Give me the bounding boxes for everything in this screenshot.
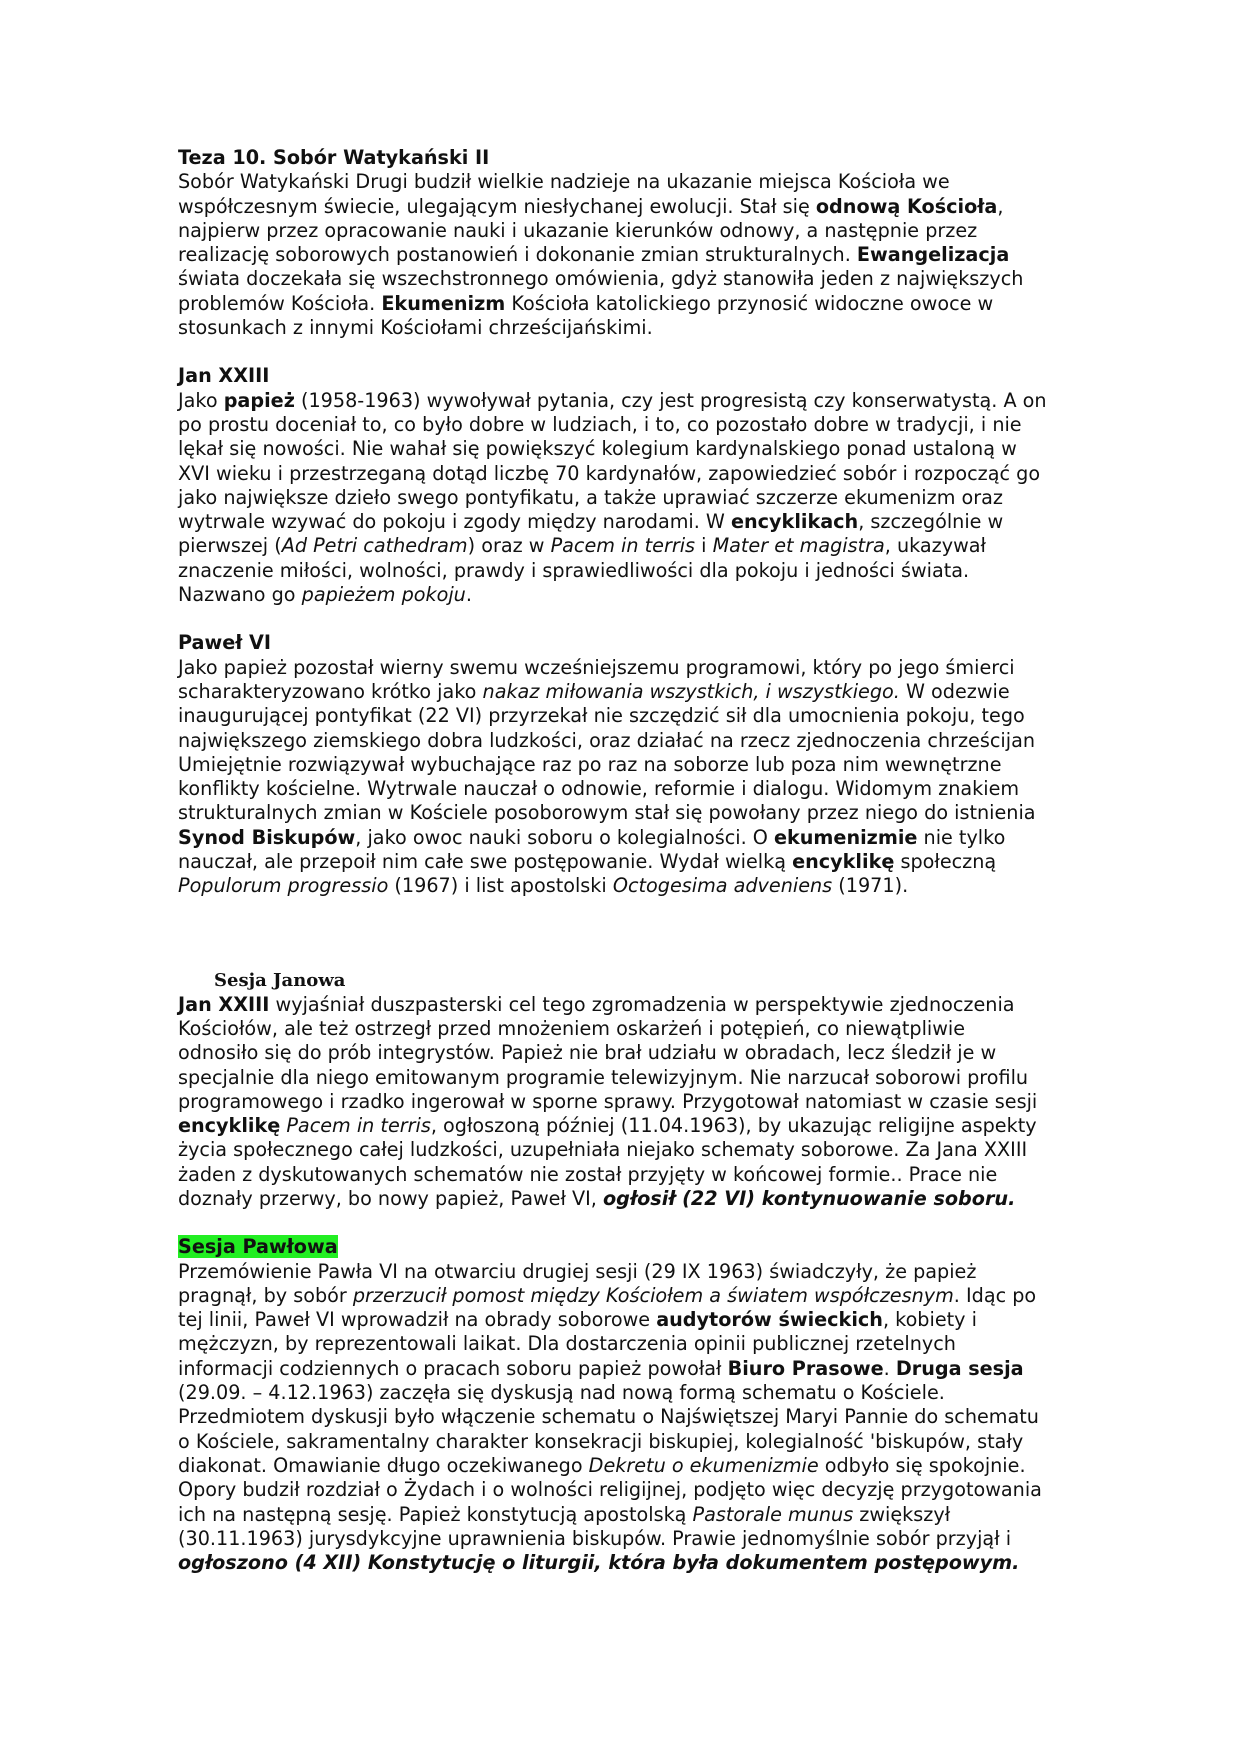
section-teza-10 — [178, 146, 1138, 340]
plain-text: Umiejętnie rozwiązywał wybuchające raz po raz na soborze lub poza nim wewnętrzne — [178, 752, 1002, 776]
bold-text: odnową Kościoła — [815, 194, 998, 218]
plain-text: Kościołów, ale też ostrzegł przed mnożeniem oskarżeń i potępień, co niewątpliwie — [178, 1016, 966, 1040]
plain-text: i — [695, 534, 713, 558]
plain-text: nie tylko — [917, 825, 1006, 849]
plain-text: , kobiety i — [882, 1308, 977, 1332]
plain-text: scharakteryzowano krótko jako — [178, 679, 483, 703]
text-line — [178, 777, 1138, 801]
text-line — [178, 1308, 1138, 1332]
bold-italic-text: ogłosił (22 VI) kontynuowanie soboru. — [602, 1186, 1016, 1210]
bold-text: encyklikę — [178, 1114, 281, 1138]
plain-text: Przedmiotem dyskusji było włączenie schematu o Najświętszej Maryi Pannie do schematu — [178, 1405, 1039, 1429]
plain-text: W odezwie — [899, 679, 1010, 703]
bold-text: Synod Biskupów — [178, 825, 356, 849]
plain-text: Kościoła katolickiego przynosić widoczne owoce w — [505, 291, 994, 315]
plain-text: problemów Kościoła. — [178, 291, 382, 315]
text-line — [178, 874, 1138, 898]
plain-text: tej linii, Paweł VI wprowadził na obrady soborowe — [178, 1308, 657, 1332]
plain-text: (1971). — [832, 874, 909, 898]
plain-text: największego ziemskiego dobra ludzkości, oraz działać na rzecz zjednoczenia chrześcijan — [178, 728, 1035, 752]
section-sesja-pawlowa — [178, 1235, 1138, 1575]
plain-text: doznały przerwy, bo nowy papież, Paweł VI, — [178, 1186, 603, 1210]
plain-text: Opory budził rozdział o Żydach i o wolności religijnej, podjęto więc decyzję przygotowania — [178, 1478, 1042, 1502]
italic-text: Octogesima adveniens — [612, 874, 833, 898]
plain-text: informacji codziennych o pracach soboru papież powołał — [178, 1356, 728, 1380]
text-line — [178, 534, 1138, 558]
text-line — [178, 219, 1138, 243]
plain-text: wytrwale wzywać do pokoju i zgody między narodami. W — [178, 510, 731, 534]
plain-text: Jako — [178, 388, 224, 412]
text-line — [178, 680, 1138, 704]
plain-text: o Kościele, sakramentalny charakter konsekracji biskupiej, kolegialność 'biskupów, stały — [178, 1429, 1024, 1453]
plain-text: inaugurującej pontyfikat (22 VI) przyrzekał nie szczędzić sił dla umocnienia pokoju, tego — [178, 704, 1025, 728]
plain-text: konflikty kościelne. Wytrwale nauczał o odnowie, reformie i dialogu. Widomym znakiem — [178, 777, 1020, 801]
text-line — [178, 1017, 1138, 1041]
text-line — [178, 389, 1138, 413]
plain-text: zwiększył — [853, 1502, 951, 1526]
bold-text: Jan XXIII — [178, 992, 270, 1016]
text-line — [178, 559, 1138, 583]
plain-text: , jako owoc nauki soboru o kolegialności. O — [355, 825, 774, 849]
text-line — [178, 1114, 1138, 1138]
text-line — [178, 1260, 1138, 1284]
paragraph — [178, 656, 1138, 899]
heading-teza-10: Teza 10. Sobór Watykański II — [178, 146, 490, 169]
text-line — [178, 1332, 1138, 1356]
text-line — [178, 486, 1138, 510]
plain-text: współczesnym świecie, ulegającym niesłychanej ewolucji. Stał się — [178, 194, 816, 218]
paragraph — [178, 170, 1138, 340]
plain-text: , — [997, 194, 1004, 218]
text-line — [178, 1187, 1138, 1211]
text-line — [178, 1041, 1138, 1065]
italic-text: Pacem in terris — [286, 1114, 431, 1138]
text-line — [178, 704, 1138, 728]
italic-text: przerzucił pomost między Kościołem a światem współczesnym — [352, 1283, 954, 1307]
text-line — [178, 753, 1138, 777]
plain-text: Nazwano go — [178, 583, 302, 607]
plain-text: XVI wieku i przestrzeganą dotąd liczbę 70 kardynałów, zapowiedzieć sobór i rozpocząć go — [178, 461, 1041, 485]
text-line — [178, 1163, 1138, 1187]
plain-text: wyjaśniał duszpasterski cel tego zgromadzenia w perspektywie zjednoczenia — [269, 992, 1015, 1016]
document-page — [178, 146, 1138, 1575]
text-line — [178, 1090, 1138, 1114]
plain-text: specjalnie dla niego emitowanym programie telewizyjnym. Nie narzucał soborowi profilu — [178, 1065, 1029, 1089]
plain-text: nauczał, ale przepoił nim całe swe postępowanie. Wydał wielką — [178, 850, 793, 874]
text-line — [178, 850, 1138, 874]
plain-text: , szczególnie w — [858, 510, 1004, 534]
plain-text: społeczną — [894, 850, 997, 874]
text-line — [178, 1527, 1138, 1551]
plain-text: życia społecznego całej ludzkości, uzupełniała niejako schematy soborowe. Za Jana XXIII — [178, 1138, 1028, 1162]
plain-text: strukturalnych zmian w Kościele posoborowym stał się powołany przez niego do istnienia — [178, 801, 1036, 825]
plain-text: znaczenie miłości, wolności, prawdy i sprawiedliwości dla pokoju i jedności świata. — [178, 558, 970, 582]
bold-text: encyklikach — [731, 510, 859, 534]
paragraph — [178, 1260, 1138, 1576]
plain-text: Jako papież pozostał wierny swemu wcześniejszemu programowi, który po jego śmierci — [178, 655, 1015, 679]
bold-text: encyklikę — [792, 850, 895, 874]
text-line — [178, 1430, 1138, 1454]
text-line — [178, 1405, 1138, 1429]
text-line — [178, 462, 1138, 486]
paragraph — [178, 993, 1138, 1212]
plain-text: . Idąc po — [953, 1283, 1037, 1307]
plain-text: (1967) i list apostolski — [388, 874, 613, 898]
text-line — [178, 1381, 1138, 1405]
italic-text: Dekretu o ekumenizmie — [588, 1453, 819, 1477]
plain-text: świata doczekała się wszechstronnego omówienia, gdyż stanowiła jeden z największych — [178, 267, 1024, 291]
section-sesja-janowa — [178, 969, 1138, 1212]
italic-text: papieżem pokoju — [301, 583, 466, 607]
bold-text: audytorów świeckich — [656, 1308, 883, 1332]
plain-text: (1958-1963) wywoływał pytania, czy jest progresistą czy konserwatystą. A on — [294, 388, 1047, 412]
text-line — [178, 316, 1138, 340]
heading-sesja-pawlowa-line — [178, 1235, 1138, 1259]
plain-text: stosunkach z innymi Kościołami chrześcijańskimi. — [178, 316, 653, 340]
text-line — [178, 993, 1138, 1017]
plain-text: odnosiło się do prób integrystów. Papież nie brał udziału w obradach, lecz śledził je w — [178, 1041, 997, 1065]
section-jan-xxiii — [178, 364, 1138, 607]
bold-italic-text: ogłoszono (4 XII) Konstytucję o liturgii, która była dokumentem postępowym. — [178, 1551, 1020, 1575]
text-line — [178, 1357, 1138, 1381]
text-line — [178, 413, 1138, 437]
italic-text: Pacem in terris — [550, 534, 696, 558]
italic-text: Ad Petri cathedram — [281, 534, 468, 558]
plain-text: , ukazywał — [884, 534, 987, 558]
plain-text: diakonat. Omawianie długo oczekiwanego — [178, 1453, 589, 1477]
heading-sesja-janowa: Sesja Janowa — [214, 969, 346, 991]
text-line — [178, 656, 1138, 680]
italic-text: Populorum progressio — [178, 874, 389, 898]
plain-text: , ogłoszoną później (11.04.1963), by ukazując religijne aspekty — [430, 1114, 1037, 1138]
plain-text: (29.09. – 4.12.1963) zaczęła się dyskusją nad nową formą schematu o Kościele. — [178, 1381, 945, 1405]
text-line — [178, 170, 1138, 194]
text-line — [178, 1284, 1138, 1308]
plain-text: realizację soborowych postanowień i dokonanie zmian strukturalnych. — [178, 243, 857, 267]
plain-text: po prostu doceniał to, co było dobre w ludziach, i to, co pozostało dobre w tradycji, i nie — [178, 412, 1022, 436]
plain-text: Przemówienie Pawła VI na otwarciu drugiej sesji (29 IX 1963) świadczyły, że papież — [178, 1259, 977, 1283]
text-line — [178, 195, 1138, 219]
bold-text: Druga sesja — [895, 1356, 1024, 1380]
text-line — [178, 510, 1138, 534]
text-line — [178, 729, 1138, 753]
bold-text: ekumenizmie — [774, 825, 918, 849]
text-line — [178, 437, 1138, 461]
text-line — [178, 1454, 1138, 1478]
text-line — [178, 801, 1138, 825]
plain-text: mężczyzn, by reprezentowali laikat. Dla dostarczenia opinii publicznej rzetelnych — [178, 1332, 956, 1356]
text-line — [178, 243, 1138, 267]
plain-text: żaden z dyskutowanych schematów nie został przyjęty w końcowej formie.. Prace nie — [178, 1162, 998, 1186]
plain-text: odbyło się spokojnie. — [818, 1453, 1026, 1477]
italic-text: nakaz miłowania wszystkich, i wszystkiego. — [482, 679, 900, 703]
plain-text: jako największe dzieło swego pontyfikatu, a także uprawiać szczerze ekumenizm oraz — [178, 485, 1003, 509]
plain-text: najpierw przez opracowanie nauki i ukazanie kierunków odnowy, a następnie przez — [178, 218, 978, 242]
plain-text: ) oraz w — [467, 534, 551, 558]
plain-text: . — [883, 1356, 896, 1380]
bold-text: Ewangelizacja — [856, 243, 1010, 267]
plain-text: lękał się nowości. Nie wahał się powiększyć kolegium kardynalskiego ponad ustaloną w — [178, 437, 1017, 461]
plain-text: . — [465, 583, 472, 607]
paragraph — [178, 389, 1138, 608]
text-line — [178, 267, 1138, 291]
text-line — [178, 292, 1138, 316]
heading-pawel-vi: Paweł VI — [178, 631, 272, 655]
heading-jan-xxiii: Jan XXIII — [178, 364, 270, 388]
text-line — [178, 1551, 1138, 1575]
plain-text: pierwszej ( — [178, 534, 282, 558]
bold-text: Biuro Prasowe — [727, 1356, 884, 1380]
italic-text: Pastorale munus — [692, 1502, 854, 1526]
text-line — [178, 826, 1138, 850]
text-line — [178, 1478, 1138, 1502]
plain-text: pragnął, by sobór — [178, 1283, 353, 1307]
bold-text: Ekumenizm — [381, 291, 506, 315]
text-line — [178, 1503, 1138, 1527]
heading-sesja-pawlowa: Sesja Pawłowa — [178, 1235, 338, 1259]
text-line — [178, 1138, 1138, 1162]
plain-text: ich na następną sesję. Papież konstytucją apostolską — [178, 1502, 693, 1526]
bold-text: papież — [223, 388, 295, 412]
plain-text: Sobór Watykański Drugi budził wielkie nadzieje na ukazanie miejsca Kościoła we — [178, 170, 950, 194]
text-line — [178, 1066, 1138, 1090]
section-pawel-vi — [178, 631, 1138, 898]
plain-text: programowego i rzadko ingerował w sporne sprawy. Przygotował natomiast w czasie sesji — [178, 1089, 1038, 1113]
plain-text: (30.11.1963) jurysdykcyjne uprawnienia biskupów. Prawie jednomyślnie sobór przyjął i — [178, 1526, 1012, 1550]
italic-text: Mater et magistra — [712, 534, 885, 558]
text-line — [178, 583, 1138, 607]
